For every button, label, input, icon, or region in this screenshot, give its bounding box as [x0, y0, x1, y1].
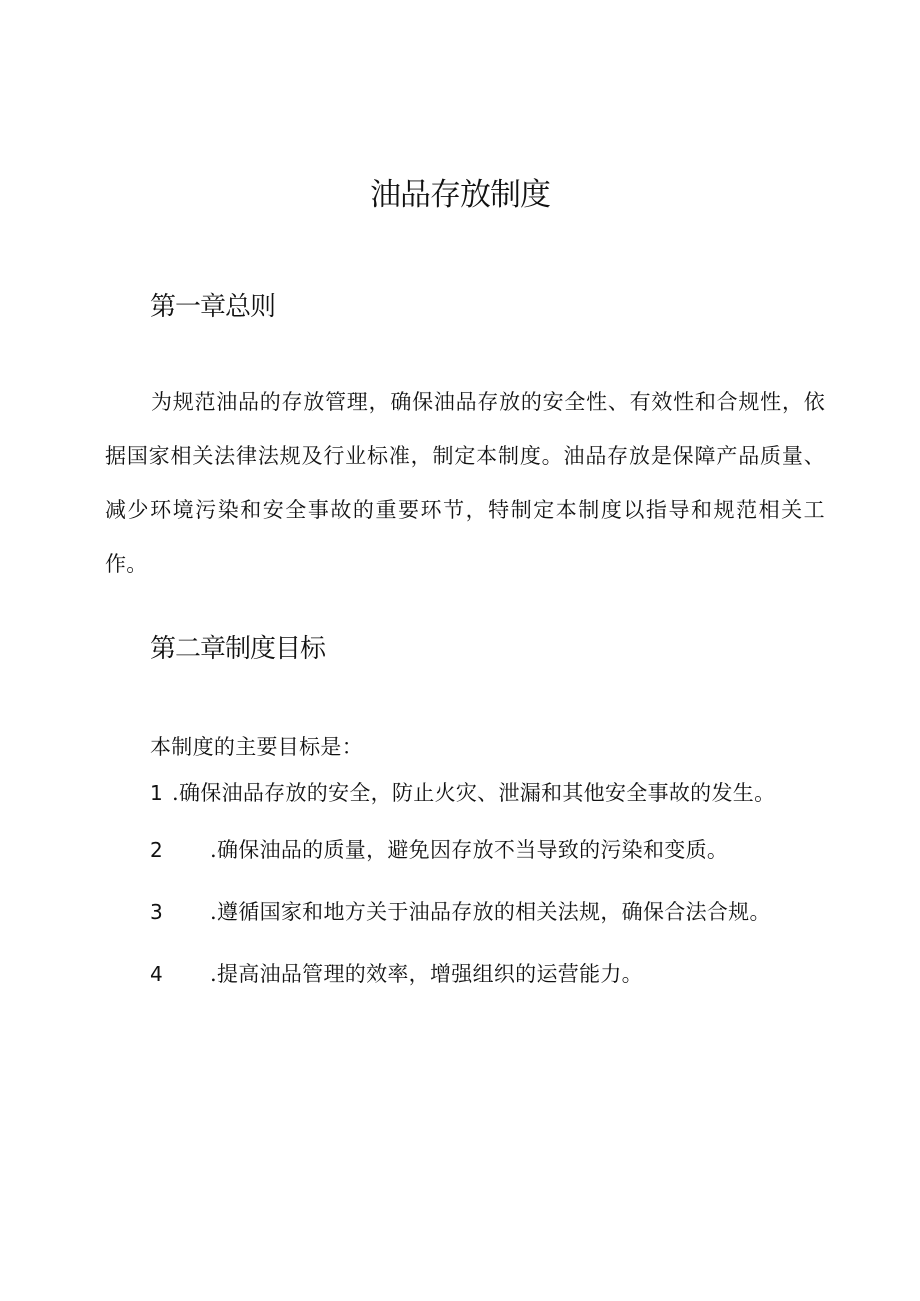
chapter-1-paragraph: 为规范油品的存放管理，确保油品存放的安全性、有效性和合规性，依据国家相关法律法规及行业标准，制定本制度。油品存放是保障产品质量、减少环境污染和安全事故的重要环节，特制定本制度以指导和规范相关工作。 [105, 390, 825, 576]
goal-text: 确保油品存放的安全，防止火灾、泄漏和其他安全事故的发生。 [178, 781, 776, 805]
goal-number: 3 [150, 900, 164, 924]
goal-number: 2 [150, 838, 164, 862]
chapter-2-heading: 第二章制度目标 [150, 634, 326, 664]
goal-separator: . [210, 962, 217, 986]
goal-text: 确保油品的质量，避免因存放不当导致的污染和变质。 [216, 838, 729, 862]
goal-text: 遵循国家和地方关于油品存放的相关法规，确保合法合规。 [216, 900, 771, 924]
goal-item [150, 954, 643, 994]
document-title: 油品存放制度 [370, 177, 550, 213]
goal-number: 4 [150, 962, 164, 986]
goal-text: 提高油品管理的效率，增强组织的运营能力。 [216, 962, 643, 986]
goal-item [150, 830, 728, 870]
goal-item [150, 892, 771, 932]
goal-item [150, 773, 775, 813]
goal-separator: . [172, 781, 179, 805]
goal-number: 1 [150, 781, 164, 805]
chapter-2-intro: 本制度的主要目标是： [150, 735, 363, 759]
chapter-1-heading: 第一章总则 [150, 292, 276, 322]
goal-separator: . [210, 838, 217, 862]
goal-separator: . [210, 900, 217, 924]
